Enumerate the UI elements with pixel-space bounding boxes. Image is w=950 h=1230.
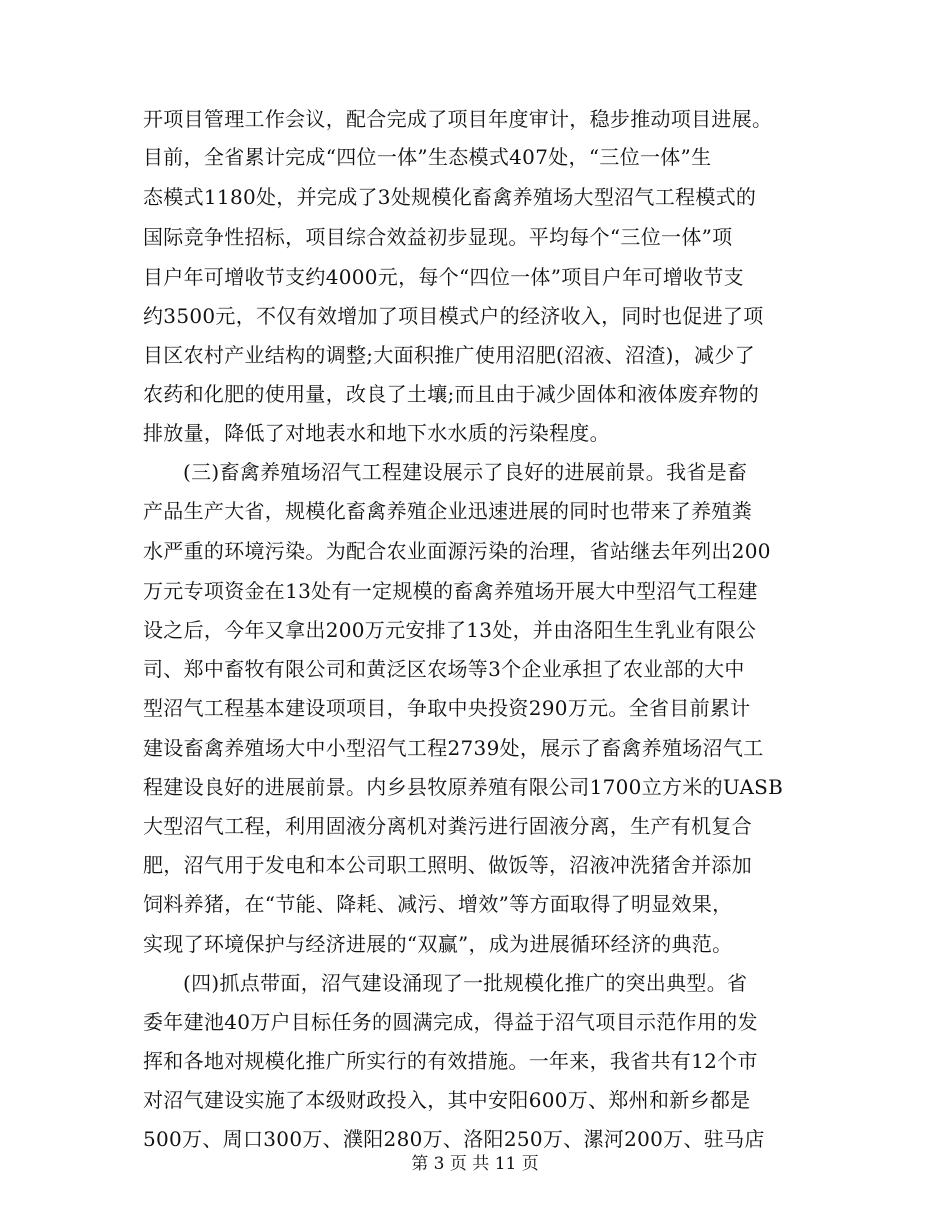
text-line: 型沼气工程基本建设项项目，争取中央投资290万元。全省目前累计 bbox=[143, 696, 751, 720]
text-line: 开项目管理工作会议，配合完成了项目年度审计，稳步推动项目进展。 bbox=[143, 107, 773, 131]
paragraph-start-line: (四)抓点带面，沼气建设涌现了一批规模化推广的突出典型。省 bbox=[183, 971, 748, 995]
text-line: 对沼气建设实施了本级财政投入，其中安阳600万、郑州和新乡都是 bbox=[143, 1088, 751, 1112]
text-line: 排放量，降低了对地表水和地下水水质的污染程度。 bbox=[143, 421, 610, 445]
text-line: 大型沼气工程，利用固液分离机对粪污进行固液分离，生产有机复合 bbox=[143, 814, 752, 838]
text-line: 国际竞争性招标，项目综合效益初步显现。平均每个“三位一体”项 bbox=[143, 225, 733, 249]
text-line: 挥和各地对规模化推广所实行的有效措施。一年来，我省共有12个市 bbox=[143, 1049, 758, 1073]
text-line: 水严重的环境污染。为配合农业面源污染的治理，省站继去年列出200 bbox=[143, 539, 771, 563]
text-line: 目户年可增收节支约4000元，每个“四位一体”项目户年可增收节支 bbox=[143, 265, 744, 289]
text-line: 态模式1180处，并完成了3处规模化畜禽养殖场大型沼气工程模式的 bbox=[143, 185, 757, 209]
text-line: 目前，全省累计完成“四位一体”生态模式407处，“三位一体”生 bbox=[143, 145, 712, 169]
text-line: 饲料养猪，在“节能、降耗、减污、增效”等方面取得了明显效果， bbox=[143, 892, 733, 916]
text-line: 委年建池40万户目标任务的圆满完成，得益于沼气项目示范作用的发 bbox=[143, 1010, 758, 1034]
text-line: 肥，沼气用于发电和本公司职工照明、做饭等，沼液冲洗猪舍并添加 bbox=[143, 853, 752, 877]
text-line: 农药和化肥的使用量，改良了土壤;而且由于减少固体和液体废弃物的 bbox=[143, 382, 760, 406]
text-line: 目区农村产业结构的调整;大面积推广使用沼肥(沼液、沼渣)，减少了 bbox=[143, 343, 755, 367]
text-line: 程建设良好的进展前景。内乡县牧原养殖有限公司1700立方米的UASB bbox=[143, 775, 784, 799]
text-line: 设之后，今年又拿出200万元安排了13处，并由洛阳生生乳业有限公 bbox=[143, 618, 757, 642]
text-line: 约3500元，不仅有效增加了项目模式户的经济收入，同时也促进了项 bbox=[143, 304, 764, 328]
page-number-footer: 第 3 页 共 11 页 bbox=[411, 1154, 539, 1174]
text-line: 产品生产大省，规模化畜禽养殖企业迅速进展的同时也带来了养殖粪 bbox=[143, 499, 752, 523]
text-line: 万元专项资金在13处有一定规模的畜禽养殖场开展大中型沼气工程建 bbox=[143, 579, 758, 603]
text-line: 实现了环境保护与经济进展的“双赢”，成为进展循环经济的典范。 bbox=[143, 932, 733, 956]
text-line: 500万、周口300万、濮阳280万、洛阳250万、漯河200万、驻马店 bbox=[143, 1127, 765, 1151]
text-line: 建设畜禽养殖场大中小型沼气工程2739处，展示了畜禽养殖场沼气工 bbox=[143, 736, 764, 760]
paragraph-start-line: (三)畜禽养殖场沼气工程建设展示了良好的进展前景。我省是畜 bbox=[183, 460, 748, 484]
text-line: 司、郑中畜牧有限公司和黄泛区农场等3个企业承担了农业部的大中 bbox=[143, 657, 745, 681]
